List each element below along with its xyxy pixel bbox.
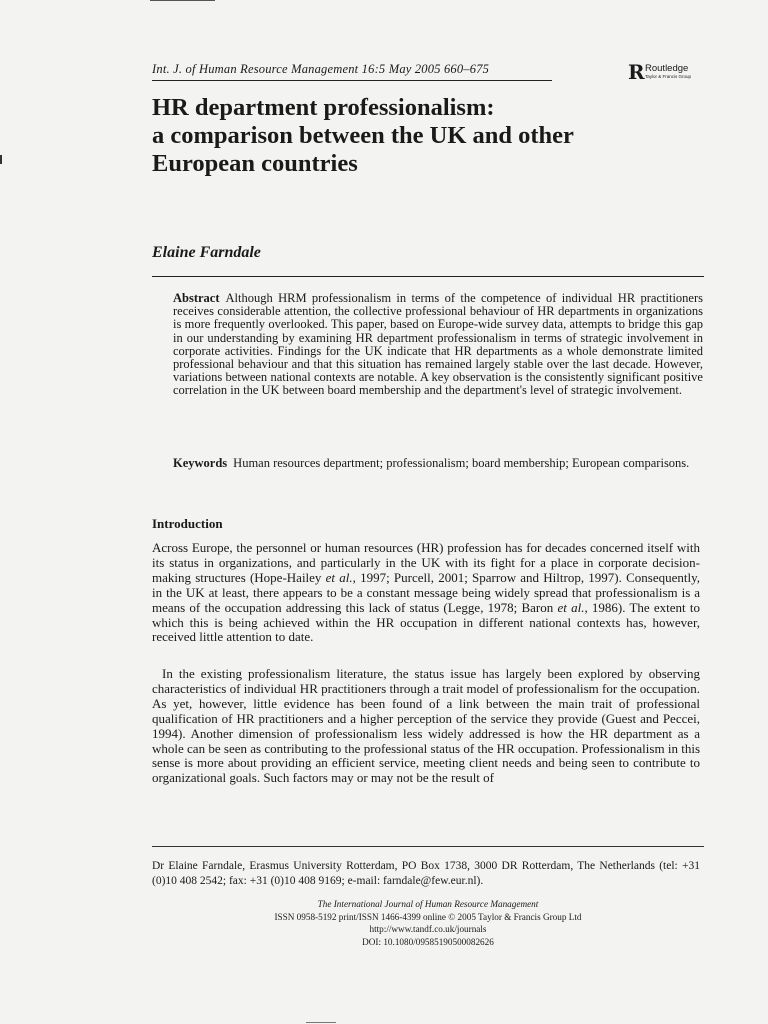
journal-footer <box>152 898 704 948</box>
publisher-logo <box>628 62 708 84</box>
header-rule <box>152 80 552 81</box>
footer-url[interactable]: http://www.tandf.co.uk/journals <box>369 924 487 934</box>
abstract-label: Abstract <box>173 291 220 305</box>
scan-bottom-line <box>306 1022 336 1023</box>
keywords-label: Keywords <box>173 456 228 470</box>
keywords <box>173 456 703 470</box>
abstract <box>173 292 703 398</box>
footer-doi[interactable]: DOI: 10.1080/09585190500082626 <box>362 936 494 947</box>
footnote-rule <box>152 846 704 847</box>
citation-et-al: et al. <box>325 569 353 585</box>
title-line: a comparison between the UK and other <box>152 122 574 149</box>
intro-paragraph-1: Across Europe, the personnel or human resources (HR) profession has for decades concerned itself with its status in organizations, and particularly in the UK with its fight for a place in corporate decision-making structures (Hope-Hailey et al., 1997; Purcell, 2001; Sparrow and Hiltrop, 1997). Consequently, in the UK at least, there appears to be a constant message being widely spread that professionalism is a means of the occupation addressing this lack of status (Legge, 1978; Baron et al., 1986). The extent to which this is being achieved within the HR occupation in different national contexts has, however, received little attention to date. <box>152 540 701 645</box>
intro-paragraph-2: In the existing professionalism literature, the status issue has largely been explored by observing characteristics of individual HR practitioners through a trait model of professionalism for the occupation. As yet, however, little evidence has been found of a link between the main trait of professional qualification of HR practitioners and a higher perception of the service they provide (Guest and Peccei, 1994). Another dimension of professionalism less widely addressed is how the HR department as a whole can be seen as contributing to the professional status of the HR occupation. Professionalism in this sense is more about providing an efficient service, meeting client needs and being seen to contribute to organizational goals. Such factors may or may not be the result of <box>152 666 700 786</box>
author-rule <box>152 276 704 277</box>
title-line: European countries <box>152 150 358 177</box>
routledge-logo-icon: R <box>628 60 645 84</box>
author-footnote: Dr Elaine Farndale, Erasmus University Rotterdam, PO Box 1738, 3000 DR Rotterdam, The Netherlands (tel: +31 (0)10 408 2542; fax: +31 (0)10 408 9169; e-mail: farndale@few.eur.nl). <box>152 860 700 887</box>
section-heading-introduction: Introduction <box>152 516 223 531</box>
publisher-name: Routledge <box>645 63 689 74</box>
footer-journal-name: The International Journal of Human Resource Management <box>317 899 539 909</box>
title-line: HR department professionalism: <box>152 94 495 121</box>
author-name: Elaine Farndale <box>152 244 261 261</box>
journal-reference: Int. J. of Human Resource Management 16:5 May 2005 660–675 <box>152 62 490 76</box>
scan-left-mark <box>0 155 2 164</box>
scan-top-line <box>150 0 215 1</box>
citation-et-al: et al. <box>557 599 585 615</box>
article-title <box>152 94 712 178</box>
publisher-subtitle: Taylor & Francis Group <box>645 74 692 79</box>
footer-issn: ISSN 0958-5192 print/ISSN 1466-4399 online © 2005 Taylor & Francis Group Ltd <box>274 911 582 922</box>
keywords-text: Human resources department; professionalism; board membership; European comparisons. <box>233 456 690 470</box>
abstract-text: Although HRM professionalism in terms of the competence of individual HR practitioners receives considerable attention, the collective professional behaviour of HR departments in organizations is more frequently overlooked. This paper, based on Europe-wide survey data, attempts to bridge this gap in our understanding by examining HR department professionalism in terms of strategic involvement in corporate activities. Findings for the UK indicate that HR departments as a whole demonstrate limited professional behaviour and that this situation has remained largely stable over the last decade. However, variations between national contexts are notable. A key observation is the consistently significant positive correlation in the UK between board membership and the department's level of strategic involvement. <box>173 291 703 398</box>
